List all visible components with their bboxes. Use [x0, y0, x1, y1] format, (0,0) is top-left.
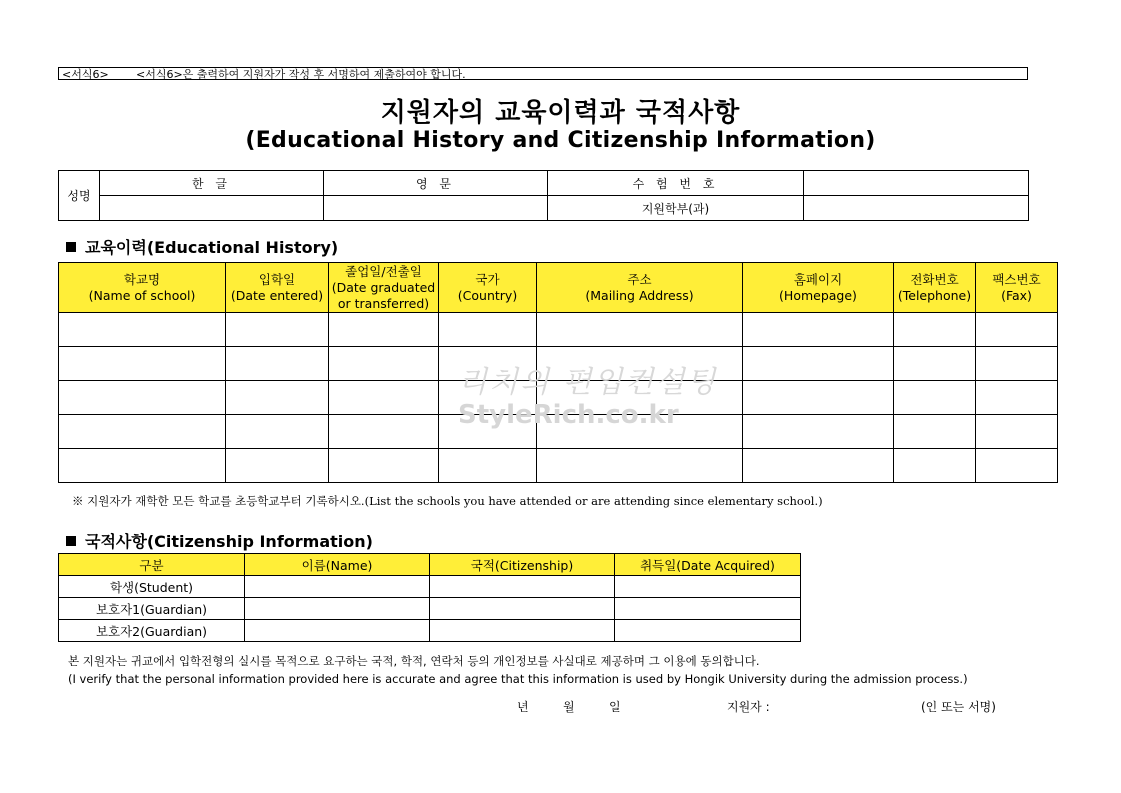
education-note: ※ 지원자가 재학한 모든 학교를 초등학교부터 기록하시오.(List the schools you have attended or are attending since elementary school.) [72, 494, 823, 508]
table-cell[interactable] [743, 449, 894, 483]
korean-name-label: 한 글 [100, 171, 324, 196]
table-cell[interactable] [329, 449, 439, 483]
table-cell[interactable] [439, 449, 537, 483]
korean-name-field[interactable] [100, 196, 324, 221]
table-cell[interactable] [894, 381, 976, 415]
table-cell[interactable] [430, 620, 615, 642]
table-cell[interactable] [226, 449, 329, 483]
seal-or-signature-label: (인 또는 서명) [921, 700, 996, 714]
table-row [59, 449, 1058, 483]
table-cell[interactable] [226, 347, 329, 381]
col-citizenship: 국적(Citizenship) [430, 554, 615, 576]
table-cell[interactable] [329, 381, 439, 415]
table-cell[interactable] [976, 415, 1058, 449]
department-label: 지원학부(과) [548, 196, 804, 221]
table-cell[interactable] [894, 313, 976, 347]
table-cell[interactable] [59, 449, 226, 483]
table-cell[interactable] [226, 381, 329, 415]
col-name: 이름(Name) [245, 554, 430, 576]
table-cell[interactable] [976, 313, 1058, 347]
table-row [59, 313, 1058, 347]
sign-day-label: 일 [609, 700, 621, 714]
table-row [59, 598, 801, 620]
table-cell[interactable] [894, 347, 976, 381]
watermark-text: 리치의 편입컨설팅 [458, 365, 718, 400]
col-category: 구분 [59, 554, 245, 576]
table-cell[interactable] [976, 347, 1058, 381]
table-cell[interactable] [430, 576, 615, 598]
watermark-url: StyleRich.co.kr [458, 400, 679, 430]
col-telephone: 전화번호 (Telephone) [894, 263, 976, 313]
exam-number-field[interactable] [804, 171, 1029, 196]
agreement-english: (I verify that the personal information provided here is accurate and agree that this information is used by Hongik University during the admission process.) [68, 672, 968, 686]
col-date-entered: 입학일 (Date entered) [226, 263, 329, 313]
table-cell[interactable] [226, 415, 329, 449]
col-date-acquired: 취득일(Date Acquired) [615, 554, 801, 576]
citizenship-header-row [59, 554, 801, 576]
table-cell[interactable] [329, 347, 439, 381]
table-cell[interactable] [615, 620, 801, 642]
name-label: 성명 [59, 171, 100, 221]
table-cell[interactable] [245, 598, 430, 620]
table-cell[interactable] [743, 347, 894, 381]
english-name-label: 영 문 [324, 171, 548, 196]
table-cell[interactable] [615, 598, 801, 620]
table-cell[interactable] [226, 313, 329, 347]
table-cell[interactable] [894, 449, 976, 483]
form-notice-text: <서식6>은 출력하여 지원자가 작성 후 서명하여 제출하여야 합니다. [136, 68, 466, 81]
col-school-name: 학교명 (Name of school) [59, 263, 226, 313]
education-heading-text: 교육이력(Educational History) [85, 238, 339, 257]
table-cell[interactable] [894, 415, 976, 449]
table-cell[interactable] [245, 576, 430, 598]
form-notice-bar [58, 67, 1028, 80]
table-cell[interactable] [615, 576, 801, 598]
table-cell[interactable] [976, 449, 1058, 483]
exam-number-label: 수 험 번 호 [548, 171, 804, 196]
table-cell[interactable] [537, 313, 743, 347]
col-country: 국가 (Country) [439, 263, 537, 313]
sign-year-label: 년 [517, 700, 529, 714]
page-title-korean: 지원자의 교육이력과 국적사항 [380, 98, 741, 128]
table-cell[interactable] [59, 381, 226, 415]
col-homepage: 홈페이지 (Homepage) [743, 263, 894, 313]
table-cell[interactable] [743, 381, 894, 415]
page-title-english: (Educational History and Citizenship Information) [245, 128, 876, 153]
table-cell[interactable] [59, 313, 226, 347]
english-name-field[interactable] [324, 196, 548, 221]
sign-month-label: 월 [563, 700, 575, 714]
table-cell[interactable] [743, 415, 894, 449]
citizenship-heading-text: 국적사항(Citizenship Information) [85, 532, 373, 551]
table-cell[interactable] [59, 347, 226, 381]
table-row [59, 576, 801, 598]
table-cell[interactable] [59, 415, 226, 449]
col-address: 주소 (Mailing Address) [537, 263, 743, 313]
citizenship-table [58, 553, 801, 642]
square-bullet-icon [66, 536, 76, 546]
square-bullet-icon [66, 242, 76, 252]
form-number: <서식6> [62, 68, 109, 81]
table-cell[interactable] [743, 313, 894, 347]
table-cell[interactable] [976, 381, 1058, 415]
table-cell[interactable] [329, 415, 439, 449]
education-section-heading [66, 235, 338, 258]
table-cell[interactable] [439, 313, 537, 347]
col-fax: 팩스번호 (Fax) [976, 263, 1058, 313]
row-label-guardian1: 보호자1(Guardian) [59, 598, 245, 620]
row-label-student: 학생(Student) [59, 576, 245, 598]
table-cell[interactable] [537, 449, 743, 483]
applicant-name-table [58, 170, 1029, 221]
citizenship-section-heading [66, 529, 373, 552]
applicant-sign-label: 지원자 : [727, 700, 770, 714]
table-cell[interactable] [430, 598, 615, 620]
row-label-guardian2: 보호자2(Guardian) [59, 620, 245, 642]
education-header-row [59, 263, 1058, 313]
table-cell[interactable] [245, 620, 430, 642]
table-cell[interactable] [329, 313, 439, 347]
department-field[interactable] [804, 196, 1029, 221]
agreement-korean: 본 지원자는 귀교에서 입학전형의 실시를 목적으로 요구하는 국적, 학적, 연락처 등의 개인정보를 사실대로 제공하며 그 이용에 동의합니다. [68, 654, 760, 668]
table-row [59, 620, 801, 642]
col-date-graduated: 졸업일/전출일 (Date graduated or transferred) [329, 263, 439, 313]
